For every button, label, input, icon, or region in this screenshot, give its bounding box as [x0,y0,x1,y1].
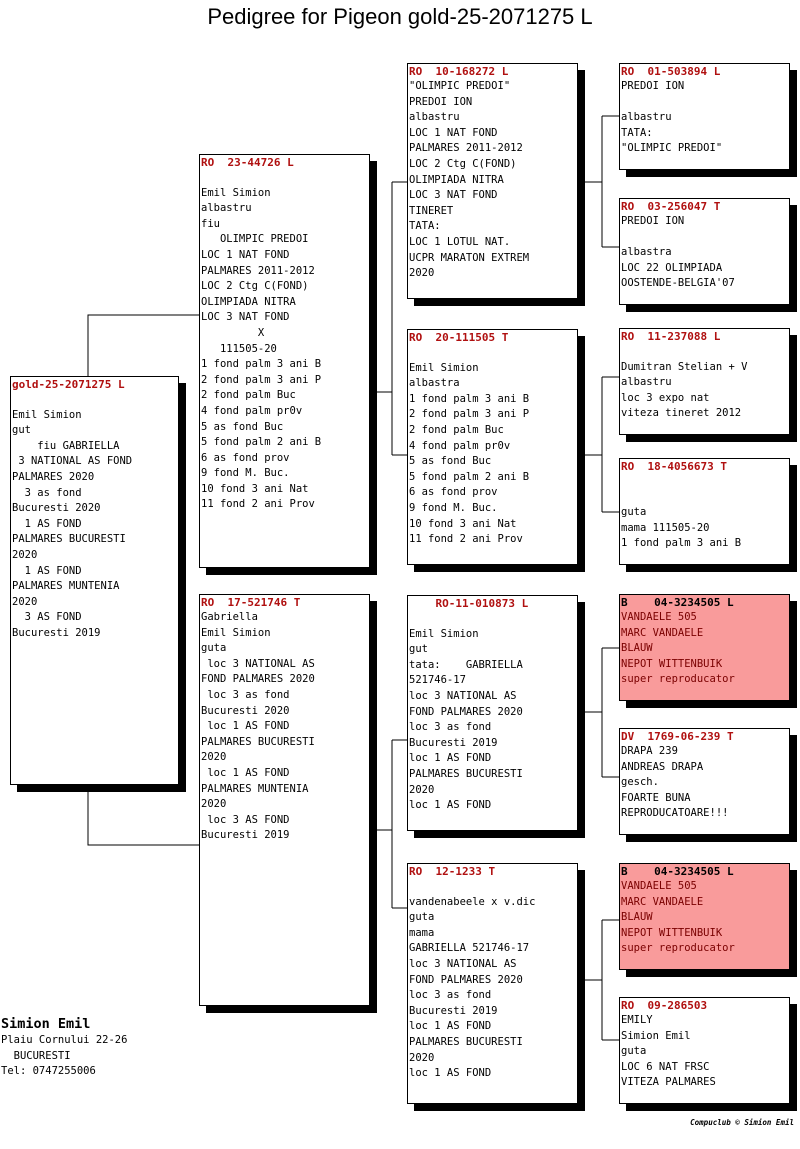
pigeon-info-line: tata: GABRIELLA [409,658,523,671]
pigeon-info-line [621,230,788,246]
pigeon-info-line: albastru [409,111,460,124]
owner-info [1,1015,127,1080]
pigeon-info-line: loc 1 AS FOND [201,720,290,733]
pigeon-info-line: 10 fond 3 ani Nat [201,482,309,495]
pigeon-info-line: MARC VANDAELE [621,895,704,908]
box-sire-sire-dam [619,198,790,305]
pigeon-info-line: albastra [409,377,460,390]
pigeon-info-line [409,345,576,361]
pigeon-info-line: Dumitran Stelian + V [621,360,748,373]
ring-number: RO 17-521746 T [201,596,301,609]
pigeon-info-line: 1 fond palm 3 ani B [621,537,742,550]
ring-number: B 04-3234505 L [621,596,734,609]
pigeon-info-line: 2 fond palm Buc [201,389,296,402]
pigeon-info-line: PALMARES MUNTENIA [201,782,309,795]
pigeon-info-line: Bucuresti 2019 [409,1004,498,1017]
pigeon-info-line: EMILY [621,1014,653,1026]
pigeon-info-line: FOND PALMARES 2020 [201,673,315,686]
pigeon-info-line: gesch. [621,776,659,789]
pigeon-info-line: 5 as fond Buc [409,455,492,468]
owner-phone: Tel: 0747255006 [1,1065,96,1078]
pigeon-info-line: 9 fond M. Buc. [409,501,498,514]
pigeon-info-line: Emil Simion [201,626,271,639]
pigeon-info-line: FOARTE BUNA [621,791,691,804]
pigeon-info-line: loc 3 as fond [409,989,492,1002]
box-dam-sire [407,595,578,831]
pigeon-info-line: 1 fond palm 3 ani B [409,392,530,405]
pigeon-info-line: loc 3 expo nat [621,391,710,404]
pigeon-info-line: 11 fond 2 ani Prov [409,533,523,546]
pigeon-info-line: guta [621,506,647,519]
box-dam-sire-dam [619,728,790,835]
pigeon-info-line: 1 fond palm 3 ani B [201,358,322,371]
pigeon-info-line: loc 1 AS FOND [201,766,290,779]
owner-address: Plaiu Cornului 22-26 [1,1034,128,1046]
pigeon-info-line: loc 3 NATIONAL AS [409,689,517,702]
pigeon-info-line: LOC 1 NAT FOND [409,126,498,139]
box-sire-dam [407,329,578,565]
pigeon-info-line: 2020 [409,1051,435,1064]
pigeon-info-line: GABRIELLA 521746-17 [409,942,530,955]
pigeon-info-line: loc 1 AS FOND [409,799,492,812]
pigeon-info-line: PREDOI ION [621,80,685,92]
pigeon-info-line: albastra [621,246,672,259]
pigeon-info-line: 2020 [409,783,435,796]
pigeon-info-line: super reproducator [621,942,735,955]
ring-number: RO 09-286503 [621,999,708,1012]
pigeon-info-line: loc 3 as fond [409,721,492,734]
pigeon-info-line [12,392,177,408]
pigeon-info-line: 4 fond palm pr0v [201,404,303,417]
pigeon-info-line: gut [12,424,31,437]
pigeon-info-line: LOC 2 Ctg C(FOND) [201,280,309,293]
pigeon-info-line: 111505-20 [201,342,277,355]
pigeon-info-line: 2020 [12,595,38,608]
pigeon-info-line: 3 AS FOND [12,611,82,624]
owner-city: BUCURESTI [1,1049,71,1062]
pigeon-info-line: 5 as fond Buc [201,420,284,433]
pigeon-info-line [409,611,576,627]
pigeon-info-line: PALMARES MUNTENIA [12,580,120,593]
box-sire [199,154,370,568]
pigeon-info-line: OLIMPIC PREDOI [201,233,309,246]
pigeon-info-line: Emil Simion [201,186,271,199]
pigeon-info-line [201,170,368,186]
pigeon-info-line: Emil Simion [12,408,82,421]
pigeon-info-line: 9 fond M. Buc. [201,467,290,480]
pigeon-info-line: albastru [201,202,252,215]
pigeon-info-line: Emil Simion [409,361,479,374]
pigeon-info-line: 5 fond palm 2 ani B [201,436,322,449]
ring-number: RO 03-256047 T [621,200,721,213]
pigeon-info-line: albastru [621,111,672,124]
pigeon-info-line: guta [201,642,227,655]
box-dam-dam-sire [619,863,790,970]
pigeon-info-line: 2 fond palm 3 ani P [201,373,322,386]
pigeon-info-line: PALMARES 2020 [12,470,95,483]
pigeon-info-line: 2 fond palm Buc [409,423,504,436]
pigeon-info-line: PALMARES 2011-2012 [409,142,523,155]
pigeon-info-line: OOSTENDE-BELGIA'07 [621,277,735,290]
pigeon-info-line: PALMARES BUCURESTI [409,767,523,780]
pigeon-info-line: "OLIMPIC PREDOI" [621,142,723,155]
pigeon-info-line: FOND PALMARES 2020 [409,705,523,718]
pigeon-info-line: REPRODUCATOARE!!! [621,807,729,820]
pigeon-info-line [621,95,788,111]
pigeon-info-line: 11 fond 2 ani Prov [201,498,315,511]
pigeon-info-line: viteza tineret 2012 [621,407,742,420]
pigeon-info-line: ANDREAS DRAPA [621,760,704,773]
ring-number: gold-25-2071275 L [12,378,125,391]
ring-number: RO 01-503894 L [621,65,721,78]
pigeon-info-line: mama [409,926,435,939]
pigeon-info-line: LOC 22 OLIMPIADA [621,261,723,274]
pigeon-info-line: NEPOT WITTENBUIK [621,926,723,939]
pigeon-info-line: 2020 [201,751,227,764]
pigeon-info-line: 4 fond palm pr0v [409,439,511,452]
pigeon-info-line [621,474,788,490]
pigeon-info-line: LOC 6 NAT FRSC [621,1060,710,1073]
pigeon-info-line: LOC 3 NAT FOND [201,311,290,324]
pigeon-info-line: NEPOT WITTENBUIK [621,657,723,670]
pigeon-info-line: mama 111505-20 [621,521,710,534]
pigeon-info-line: albastru [621,376,672,389]
pigeon-info-line: PREDOI ION [409,95,473,108]
pigeon-info-line: loc 3 as fond [201,688,290,701]
pigeon-info-line [409,879,576,895]
pigeon-info-line: "OLIMPIC PREDOI" [409,80,511,92]
pigeon-info-line: FOND PALMARES 2020 [409,973,523,986]
pigeon-info-line: loc 3 NATIONAL AS [201,657,315,670]
pigeon-info-line: PALMARES BUCURESTI [409,1035,523,1048]
pigeon-info-line: Bucuresti 2020 [201,704,290,717]
pigeon-info-line: PREDOI ION [621,215,685,227]
box-dam-sire-sire [619,594,790,701]
pigeon-info-line: X [201,326,265,339]
page-title: Pedigree for Pigeon gold-25-2071275 L [207,4,593,29]
pigeon-info-line: 6 as fond prov [201,451,290,464]
pigeon-info-line: Simion Emil [621,1029,691,1042]
pigeon-info-line: 2020 [201,798,227,811]
pigeon-info-line [621,490,788,506]
pigeon-info-line: PALMARES BUCURESTI [201,735,315,748]
pigeon-info-line: 5 fond palm 2 ani B [409,470,530,483]
ring-number: B 04-3234505 L [621,865,734,878]
ring-number: DV 1769-06-239 T [621,730,734,743]
owner-name: Simion Emil [1,1016,91,1032]
box-dam-dam [407,863,578,1104]
box-sire-sire [407,63,578,299]
pigeon-info-line: loc 3 NATIONAL AS [409,957,517,970]
pigeon-info-line: 3 as fond [12,486,82,499]
ring-number: RO 10-168272 L [409,65,509,78]
pigeon-info-line: PALMARES 2011-2012 [201,264,315,277]
pigeon-info-line: 2 fond palm 3 ani P [409,408,530,421]
box-sire-dam-sire [619,328,790,435]
pigeon-info-line: UCPR MARATON EXTREM [409,251,530,264]
pigeon-info-line: super reproducator [621,673,735,686]
ring-number: RO 11-237088 L [621,330,721,343]
box-sire-dam-dam [619,458,790,565]
pigeon-info-line: Bucuresti 2019 [12,626,101,639]
pigeon-info-line: LOC 2 Ctg C(FOND) [409,157,517,170]
pigeon-info-line: 521746-17 [409,674,466,687]
pigeon-info-line: fiu GABRIELLA [12,439,120,452]
pigeon-info-line: Bucuresti 2019 [409,736,498,749]
pigeon-info-line: VITEZA PALMARES [621,1076,716,1089]
pigeon-info-line: TATA: [409,220,441,233]
pigeon-info-line: Emil Simion [409,627,479,640]
box-dam-dam-dam [619,997,790,1104]
pigeon-info-line: loc 1 AS FOND [409,752,492,765]
pigeon-info-line: vandenabeele x v.dic [409,895,536,908]
pigeon-info-line: 10 fond 3 ani Nat [409,517,517,530]
pigeon-info-line: loc 1 AS FOND [409,1020,492,1033]
pigeon-info-line: Bucuresti 2019 [201,829,290,842]
footer-credit: Compuclub © Simion Emil [690,1118,794,1127]
pigeon-info-line [621,344,788,360]
ring-number: RO-11-010873 L [409,597,529,610]
pigeon-info-line: TATA: [621,126,653,139]
pigeon-info-line: LOC 3 NAT FOND [409,189,498,202]
pigeon-info-line: fiu [201,217,220,230]
pigeon-info-line: loc 1 AS FOND [409,1067,492,1080]
pigeon-info-line: VANDAELE 505 [621,611,697,623]
ring-number: RO 18-4056673 T [621,460,727,473]
ring-number: RO 23-44726 L [201,156,294,169]
pigeon-info-line: VANDAELE 505 [621,880,697,892]
pigeon-info-line: guta [621,1045,647,1058]
pigeon-info-line: 1 AS FOND [12,564,82,577]
pigeon-info-line: gut [409,643,428,656]
pigeon-info-line: guta [409,911,435,924]
pigeon-info-line: 6 as fond prov [409,486,498,499]
box-dam [199,594,370,1006]
pigeon-info-line: Gabriella [201,611,258,623]
pigeon-info-line: TINERET [409,204,454,217]
pigeon-info-line: BLAUW [621,642,653,655]
ring-number: RO 12-1233 T [409,865,496,878]
pigeon-info-line: Bucuresti 2020 [12,502,101,515]
pigeon-info-line: DRAPA 239 [621,745,678,757]
pigeon-info-line: OLIMPIADA NITRA [201,295,296,308]
ring-number: RO 20-111505 T [409,331,509,344]
box-sire-sire-sire [619,63,790,170]
pigeon-info-line: OLIMPIADA NITRA [409,173,504,186]
pigeon-info-line: MARC VANDAELE [621,626,704,639]
pigeon-info-line: 2020 [409,267,435,280]
pigeon-info-line: 2020 [12,548,38,561]
pigeon-info-line: PALMARES BUCURESTI [12,533,126,546]
pigeon-info-line: BLAUW [621,911,653,924]
pigeon-info-line: LOC 1 LOTUL NAT. [409,235,511,248]
pigeon-info-line: 3 NATIONAL AS FOND [12,455,133,468]
pigeon-info-line: LOC 1 NAT FOND [201,248,290,261]
box-subject [10,376,179,785]
pigeon-info-line: loc 3 AS FOND [201,813,290,826]
pigeon-info-line: 1 AS FOND [12,517,82,530]
